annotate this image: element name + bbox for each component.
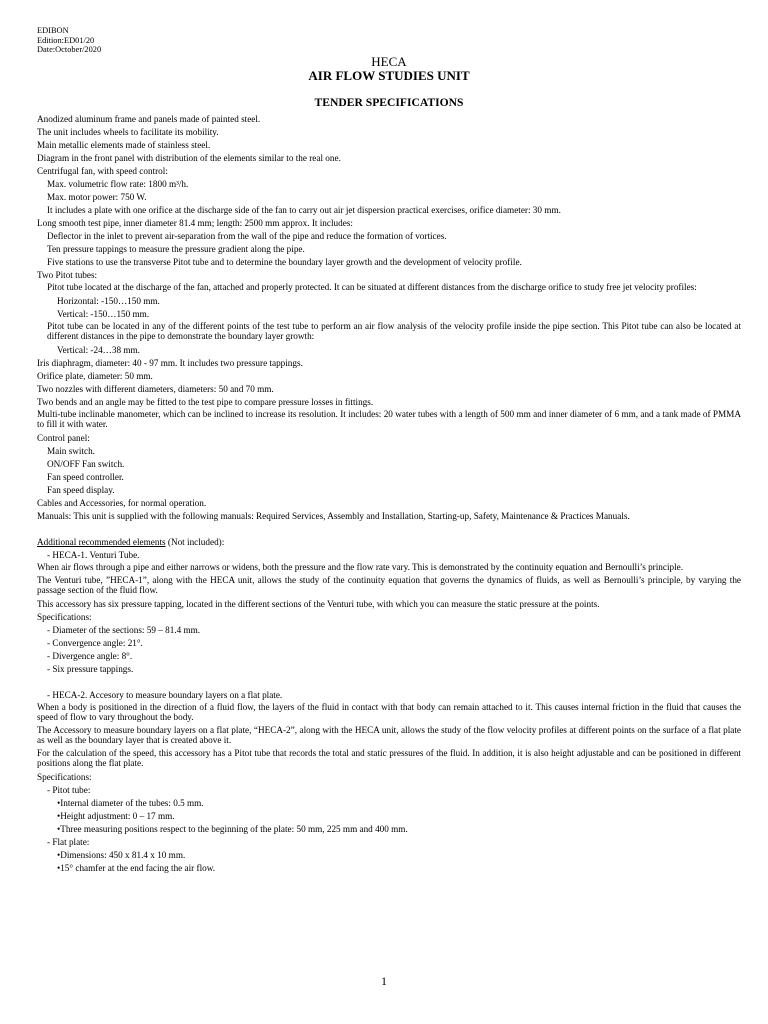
additional-heading-text: Additional recommended elements [37,536,166,547]
spec-line: Centrifugal fan, with speed control: [37,165,168,176]
document-title: HECA [371,53,407,69]
specifications-label: Specifications: [37,771,92,782]
spec-line: The unit includes wheels to facilitate its mobility. [37,126,219,137]
spec-line: Diagram in the front panel with distribution of the elements similar to the real one. [37,152,341,163]
spec-line: ON/OFF Fan switch. [47,458,125,469]
spec-item: •Three measuring positions respect to the beginning of the plate: 50 mm, 225 mm and 400 mm. [57,823,408,834]
spec-line: Cables and Accessories, for normal operation. [37,497,207,508]
spec-line: Iris diaphragm, diameter: 40 - 97 mm. It includes two pressure tappings. [37,357,303,368]
additional-heading [37,536,741,549]
paragraph: The Venturi tube, ”HECA-1”, along with the HECA unit, allows the study of the continuity equation that governs the dynamics of fluids, as well as Bernoulli’s principle, by varying the passage section of the fluid flow. [37,574,741,595]
spec-line: Pitot tube can be located in any of the different points of the test tube to perform an air flow analysis of the velocity profile inside the pipe section. This Pitot tube can also be located at different distances in the pipe to demonstrate the boundary layer growth: [47,320,741,341]
spec-line: Two bends and an angle may be fitted to the test pipe to compare pressure losses in fittings. [37,396,374,407]
paragraph: The Accessory to measure boundary layers on a flat plate, “HECA-2”, along with the HECA unit, allows the study of the flow velocity profiles at different points on the surface of a flat plate as well as the boundary layer that is created above it. [37,724,741,745]
spec-line: Ten pressure tappings to measure the pressure gradient along the pipe. [47,243,305,254]
spec-line: Main metallic elements made of stainless steel. [37,139,211,150]
spec-line: Main switch. [47,445,95,456]
spec-line: Long smooth test pipe, inner diameter 81.4 mm; length: 2500 mm approx. It includes: [37,217,353,228]
spec-line: Anodized aluminum frame and panels made of painted steel. [37,113,261,124]
date-label: Date:October/2020 [37,45,102,55]
section-title: TENDER SPECIFICATIONS [314,95,464,109]
spec-line: Fan speed display. [47,484,115,495]
spec-line: Two Pitot tubes: [37,269,98,280]
page-number: 1 [381,974,387,988]
document-title-main: AIR FLOW STUDIES UNIT [308,67,470,83]
spec-item: •Height adjustment: 0 – 17 mm. [57,810,175,821]
document-page [37,26,741,875]
spec-subheading: - Flat plate: [47,836,90,847]
spec-line: Manuals: This unit is supplied with the following manuals: Required Services, Assembly and Installation, Starting-up, Safety, Maintenance & Practices Manuals. [37,510,630,521]
spec-item: •15° chamfer at the end facing the air flow. [57,862,216,873]
paragraph: When a body is positioned in the direction of a fluid flow, the layers of the fluid in contact with that body can remain attached to it. This causes internal friction in the fluid that causes the speed of flow to vary throughout the body. [37,701,741,722]
spec-item: - Diameter of the sections: 59 – 81.4 mm. [47,624,201,635]
spec-subheading: - Pitot tube: [47,784,91,795]
company-name: EDIBON [37,26,69,35]
spec-line: Pitot tube located at the discharge of the fan, attached and properly protected. It can be situated at different distances from the discharge orifice to study free jet velocity profiles: [47,281,697,292]
spec-line: Max. volumetric flow rate: 1800 m³/h. [47,178,189,189]
spec-line: Vertical: -150…150 mm. [57,308,150,319]
accessory-title: - HECA-1. Venturi Tube. [47,549,140,560]
spec-line: Fan speed controller. [47,471,124,482]
spec-item: - Convergence angle: 21°. [47,637,143,648]
spec-line: Horizontal: -150…150 mm. [57,295,160,306]
spec-line: Max. motor power: 750 W. [47,191,147,202]
spec-line: It includes a plate with one orifice at the discharge side of the fan to carry out air jet dispersion practical exercises, orifice diameter: 30 mm. [47,204,561,215]
edition-label: Edition:ED01/20 [37,35,95,45]
accessory-title: - HECA-2. Accesory to measure boundary layers on a flat plate. [47,689,283,700]
spec-line: Multi-tube inclinable manometer, which can be inclined to increase its resolution. It includes: 20 water tubes with a length of 500 mm and inner diameter of 6 mm, and a tank made of PMMA to fill it with water. [37,408,741,429]
spec-line: Two nozzles with different diameters, diameters: 50 and 70 mm. [37,383,274,394]
paragraph: For the calculation of the speed, this accessory has a Pitot tube that records the total and static pressures of the fluid. In addition, it is also height adjustable and can be positioned in different positions along the flat plate. [37,747,741,768]
spec-line: Control panel: [37,432,90,443]
additional-heading-suffix: (Not included): [165,536,225,547]
spec-item: - Six pressure tappings. [47,663,134,674]
spec-item: •Dimensions: 450 x 81.4 x 10 mm. [57,849,186,860]
spec-line: Five stations to use the transverse Pitot tube and to determine the boundary layer growth and the development of velocity profile. [47,256,522,267]
spec-item: - Divergence angle: 8°. [47,650,133,661]
specifications-label: Specifications: [37,611,92,622]
paragraph: This accessory has six pressure tapping, located in the different sections of the Venturi tube, with which you can measure the static pressure at the points. [37,598,600,609]
spec-line: Vertical: -24…38 mm. [57,344,140,355]
document-header [37,26,741,55]
paragraph: When air flows through a pipe and either narrows or widens, both the pressure and the flow rate vary. This is demonstrated by the continuity equation and Bernoulli’s principle. [37,561,684,572]
spec-line: Orifice plate, diameter: 50 mm. [37,370,153,381]
spec-item: •Internal diameter of the tubes: 0.5 mm. [57,797,204,808]
spec-line: Deflector in the inlet to prevent air-separation from the wall of the pipe and reduce the formation of vortices. [47,230,447,241]
